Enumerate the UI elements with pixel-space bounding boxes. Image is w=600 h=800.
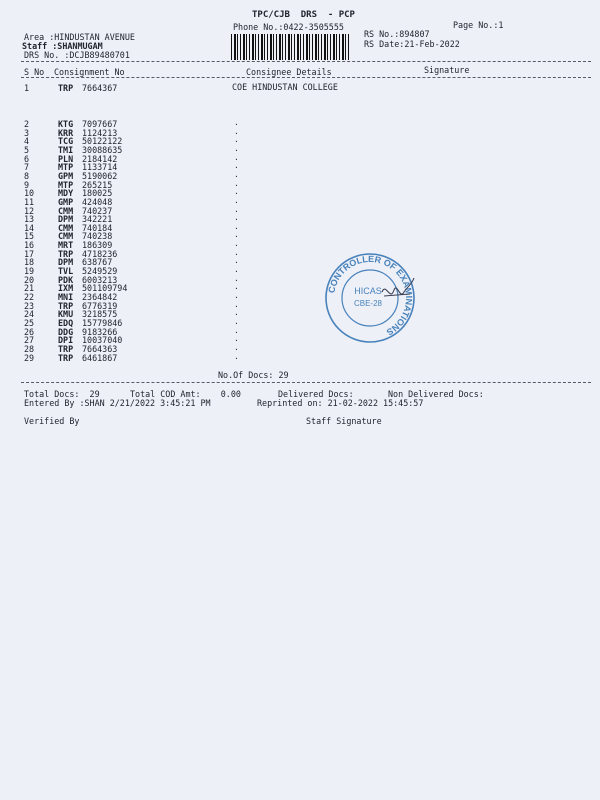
row-prefix: MDY <box>58 188 74 199</box>
consignee-placeholder-dot: . <box>234 325 239 335</box>
non-delivered-docs: Non Delivered Docs: <box>388 389 484 399</box>
row-prefix: KRR <box>58 127 74 138</box>
consignee-placeholder-dot: . <box>234 195 239 205</box>
row-sno: 5 <box>24 144 30 155</box>
staff-signature: Staff Signature <box>306 416 382 426</box>
consignee-placeholder-dot: . <box>234 273 239 283</box>
row-prefix: MNI <box>58 292 74 302</box>
consignee-placeholder-dot: . <box>234 230 239 240</box>
consignee-placeholder-dot: . <box>234 213 239 223</box>
drs-number: DRS No. :DCJB89480701 <box>24 50 130 60</box>
row-number: 265215 <box>82 179 113 190</box>
row-number: 5249529 <box>82 266 118 277</box>
row-number: 501109794 <box>82 283 128 294</box>
row-sno: 16 <box>24 240 35 251</box>
row-sno: 17 <box>24 248 35 259</box>
row-sno: 4 <box>24 136 30 147</box>
row-prefix: KMU <box>58 309 74 320</box>
row-prefix: CMM <box>58 222 74 233</box>
row-sno: 8 <box>24 170 30 181</box>
row-sno: 22 <box>24 292 35 302</box>
consignee-placeholder-dot: . <box>234 178 239 188</box>
row-sno: 29 <box>24 352 35 363</box>
reprinted-on: Reprinted on: 21-02-2022 15:45:57 <box>257 398 424 408</box>
row-sno: 20 <box>24 274 35 285</box>
row-sno: 28 <box>24 343 35 354</box>
row-prefix: TRP <box>58 248 74 259</box>
row-prefix: CMM <box>58 231 74 242</box>
report-title: TPC/CJB DRS - PCP <box>252 10 355 20</box>
row-number: 6003213 <box>82 274 118 285</box>
row-number: 740237 <box>82 205 113 216</box>
consignee-placeholder-dot: . <box>234 334 239 344</box>
consignee-placeholder-dot: . <box>234 282 239 292</box>
row-sno: 10 <box>24 188 35 199</box>
consignee-name: COE HINDUSTAN COLLEGE <box>232 82 338 92</box>
row-number: 638767 <box>82 257 113 268</box>
row-sno: 23 <box>24 300 35 311</box>
row-prefix: MTP <box>58 162 74 173</box>
consignee-placeholder-dot: . <box>234 308 239 318</box>
consignee-placeholder-dot: . <box>234 351 239 361</box>
row-prefix: PLN <box>58 153 74 164</box>
col-header-consignment: Consignment No <box>54 67 125 77</box>
row-sno: 27 <box>24 335 35 346</box>
row-sno: 26 <box>24 326 35 337</box>
row-prefix: TRP <box>58 300 74 311</box>
row-number: 740184 <box>82 222 113 233</box>
row-number: 6776319 <box>82 300 118 311</box>
stamp-outer-text: CONTROLLER OF EXAMINATIONS <box>326 253 415 338</box>
row-prefix: CMM <box>58 205 74 216</box>
row-sno: 12 <box>24 205 35 216</box>
phone-number: Phone No.:0422-3505555 <box>233 22 344 32</box>
row-number: 10037040 <box>82 335 123 346</box>
row-sno: 24 <box>24 309 35 320</box>
divider <box>21 77 591 78</box>
row-sno: 19 <box>24 266 35 277</box>
col-header-consignee: Consignee Details <box>246 67 332 77</box>
row-prefix: DPM <box>58 257 74 268</box>
row-sno: 13 <box>24 214 35 225</box>
row-number: 3218575 <box>82 309 118 320</box>
row-prefix: DPM <box>58 214 74 225</box>
row-number: 9183266 <box>82 326 118 337</box>
total-cod: Total COD Amt: 0.00 <box>130 389 241 399</box>
row-number: 740238 <box>82 231 113 242</box>
row-prefix: IXM <box>58 283 74 294</box>
row-prefix: PDK <box>58 274 74 285</box>
row-prefix: EDQ <box>58 317 74 328</box>
consignee-placeholder-dot: . <box>234 169 239 179</box>
row-sno: 3 <box>24 127 30 138</box>
total-docs: Total Docs: 29 <box>24 389 100 399</box>
row-prefix: TRP <box>58 352 74 363</box>
consignee-placeholder-dot: . <box>234 291 239 300</box>
stamp-inner-line1: HICAS <box>354 286 382 296</box>
consignee-placeholder-dot: . <box>234 342 239 352</box>
row-prefix: TMI <box>58 144 74 155</box>
row-number: 7097667 <box>82 119 118 129</box>
row-prefix: GPM <box>58 170 74 181</box>
row-number: 2184142 <box>82 153 118 164</box>
row-number: 7664363 <box>82 343 118 354</box>
consignee-placeholder-dot: . <box>234 161 239 171</box>
consignee-placeholder-dot: . <box>234 221 239 231</box>
row-prefix: DDG <box>58 326 74 337</box>
row-number: 6461867 <box>82 352 118 363</box>
row-sno: 6 <box>24 153 30 164</box>
row-sno: 7 <box>24 162 30 173</box>
consignee-placeholder-dot: . <box>234 247 239 257</box>
row-sno: 21 <box>24 283 35 294</box>
consignee-placeholder-dot: . <box>234 126 239 136</box>
consignee-placeholder-dot: . <box>234 187 239 197</box>
row-prefix: TRP <box>58 343 74 354</box>
row-number: 424048 <box>82 196 113 207</box>
row-number: 342221 <box>82 214 113 225</box>
row-number: 186309 <box>82 240 113 251</box>
row-sno: 14 <box>24 222 35 233</box>
rs-number: RS No.:894807 <box>364 29 430 39</box>
consignee-placeholder-dot: . <box>234 118 239 127</box>
row-sno: 11 <box>24 196 35 207</box>
verified-by: Verified By <box>24 416 80 426</box>
row-number: 1133714 <box>82 162 118 173</box>
row-number: 180025 <box>82 188 113 199</box>
row-number: 7664367 <box>82 83 118 93</box>
divider <box>21 61 591 62</box>
row-number: 5190062 <box>82 170 118 181</box>
row-sno: 25 <box>24 317 35 328</box>
row-sno: 9 <box>24 179 30 190</box>
col-header-sno: S No <box>24 67 45 77</box>
consignee-placeholder-dot: . <box>234 239 239 249</box>
barcode <box>231 34 349 60</box>
row-prefix: MRT <box>58 240 74 251</box>
divider <box>21 382 591 383</box>
row-sno: 15 <box>24 231 35 242</box>
row-sno: 2 <box>24 119 30 129</box>
row-number: 4718236 <box>82 248 118 259</box>
no-of-docs: No.Of Docs: 29 <box>218 370 289 380</box>
consignee-placeholder-dot: . <box>234 256 239 266</box>
row-prefix: MTP <box>58 179 74 190</box>
consignee-placeholder-dot: . <box>234 316 239 326</box>
rs-date: RS Date:21-Feb-2022 <box>364 39 460 49</box>
row-prefix: TVL <box>58 266 74 277</box>
page-number: Page No.:1 <box>453 20 504 30</box>
row-number: 30088635 <box>82 144 123 155</box>
row-sno: 1 <box>24 83 30 93</box>
staff-label: Staff :SHANMUGAM <box>22 41 103 51</box>
col-header-signature: Signature <box>424 65 470 75</box>
consignee-placeholder-dot: . <box>234 204 239 214</box>
row-number: 2364842 <box>82 292 118 302</box>
row-prefix: TRP <box>58 83 74 93</box>
official-stamp <box>324 252 416 344</box>
consignee-placeholder-dot: . <box>234 152 239 162</box>
row-prefix: DPI <box>58 335 74 346</box>
area-label: Area :HINDUSTAN AVENUE <box>24 32 135 42</box>
row-prefix: TCG <box>58 136 74 147</box>
row-number: 50122122 <box>82 136 123 147</box>
row-prefix: KTG <box>58 119 74 129</box>
delivered-docs: Delivered Docs: <box>278 389 354 399</box>
row-sno: 18 <box>24 257 35 268</box>
row-prefix: GMP <box>58 196 74 207</box>
consignee-placeholder-dot: . <box>234 143 239 153</box>
consignee-placeholder-dot: . <box>234 135 239 145</box>
stamp-inner-line2: CBE-28 <box>353 299 383 308</box>
consignee-placeholder-dot: . <box>234 299 239 309</box>
row-number: 1124213 <box>82 127 118 138</box>
consignee-placeholder-dot: . <box>234 265 239 275</box>
entered-by: Entered By :SHAN 2/21/2022 3:45:21 PM <box>24 398 211 408</box>
row-number: 15779846 <box>82 317 123 328</box>
